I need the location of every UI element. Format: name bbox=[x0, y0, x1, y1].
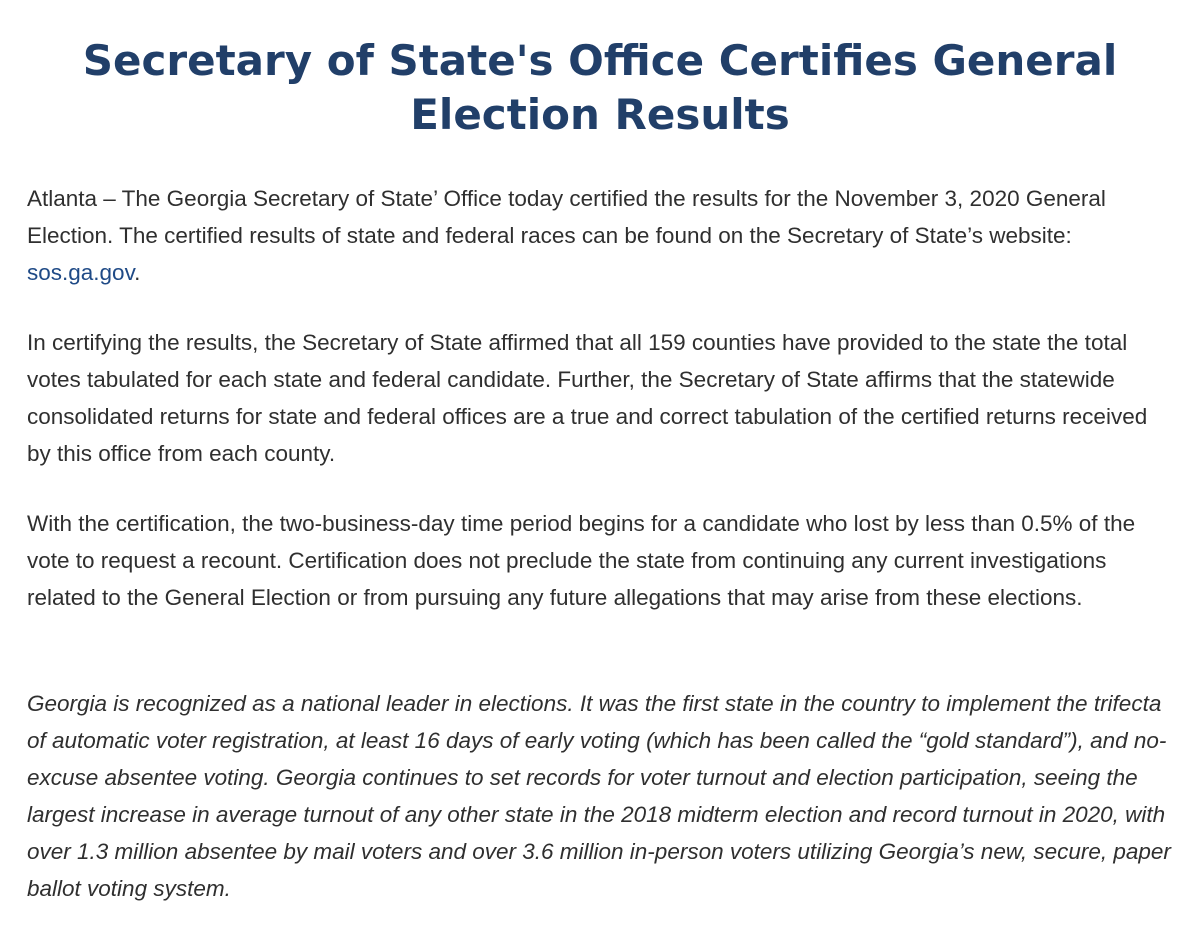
paragraph-georgia-leader: Georgia is recognized as a national leader in elections. It was the first state in the country to implement the trifecta of automatic voter registration, at least 16 days of early voting (which has been called the “gold standard”), and no-excuse absentee voting. Georgia continues to set records for voter turnout and election participation, seeing the largest increase in average turnout of any other state in the 2018 midterm election and record turnout in 2020, with over 1.3 million absentee by mail voters and over 3.6 million in-person voters utilizing Georgia’s new, secure, paper ballot voting system. bbox=[27, 691, 1171, 901]
paragraph-affirmation: In certifying the results, the Secretary of State affirmed that all 159 counties have provided to the state the total votes tabulated for each state and federal candidate. Further, the Secretary of State affirms that the statewide consolidated returns for state and federal offices are a true and correct tabulation of the certified returns received by this office from each county. bbox=[27, 330, 1148, 466]
paragraph-certification-text: Atlanta – The Georgia Secretary of State’ Office today certified the results for the November 3, 2020 General Election. The certified results of state and federal races can be found on the Secretary of State’s website: bbox=[27, 186, 1106, 248]
paragraph-certification bbox=[27, 180, 1177, 291]
paragraph-certification-end: . bbox=[134, 260, 141, 285]
sos-website-link[interactable]: sos.ga.gov bbox=[27, 260, 135, 285]
paragraph-recount: With the certification, the two-business-day time period begins for a candidate who lost by less than 0.5% of the vote to request a recount. Certification does not preclude the state from continuing any current investigations related to the General Election or from pursuing any future allegations that may arise from these elections. bbox=[27, 511, 1136, 610]
page-title: Secretary of State's Office Certifies General Election Results bbox=[82, 36, 1118, 139]
